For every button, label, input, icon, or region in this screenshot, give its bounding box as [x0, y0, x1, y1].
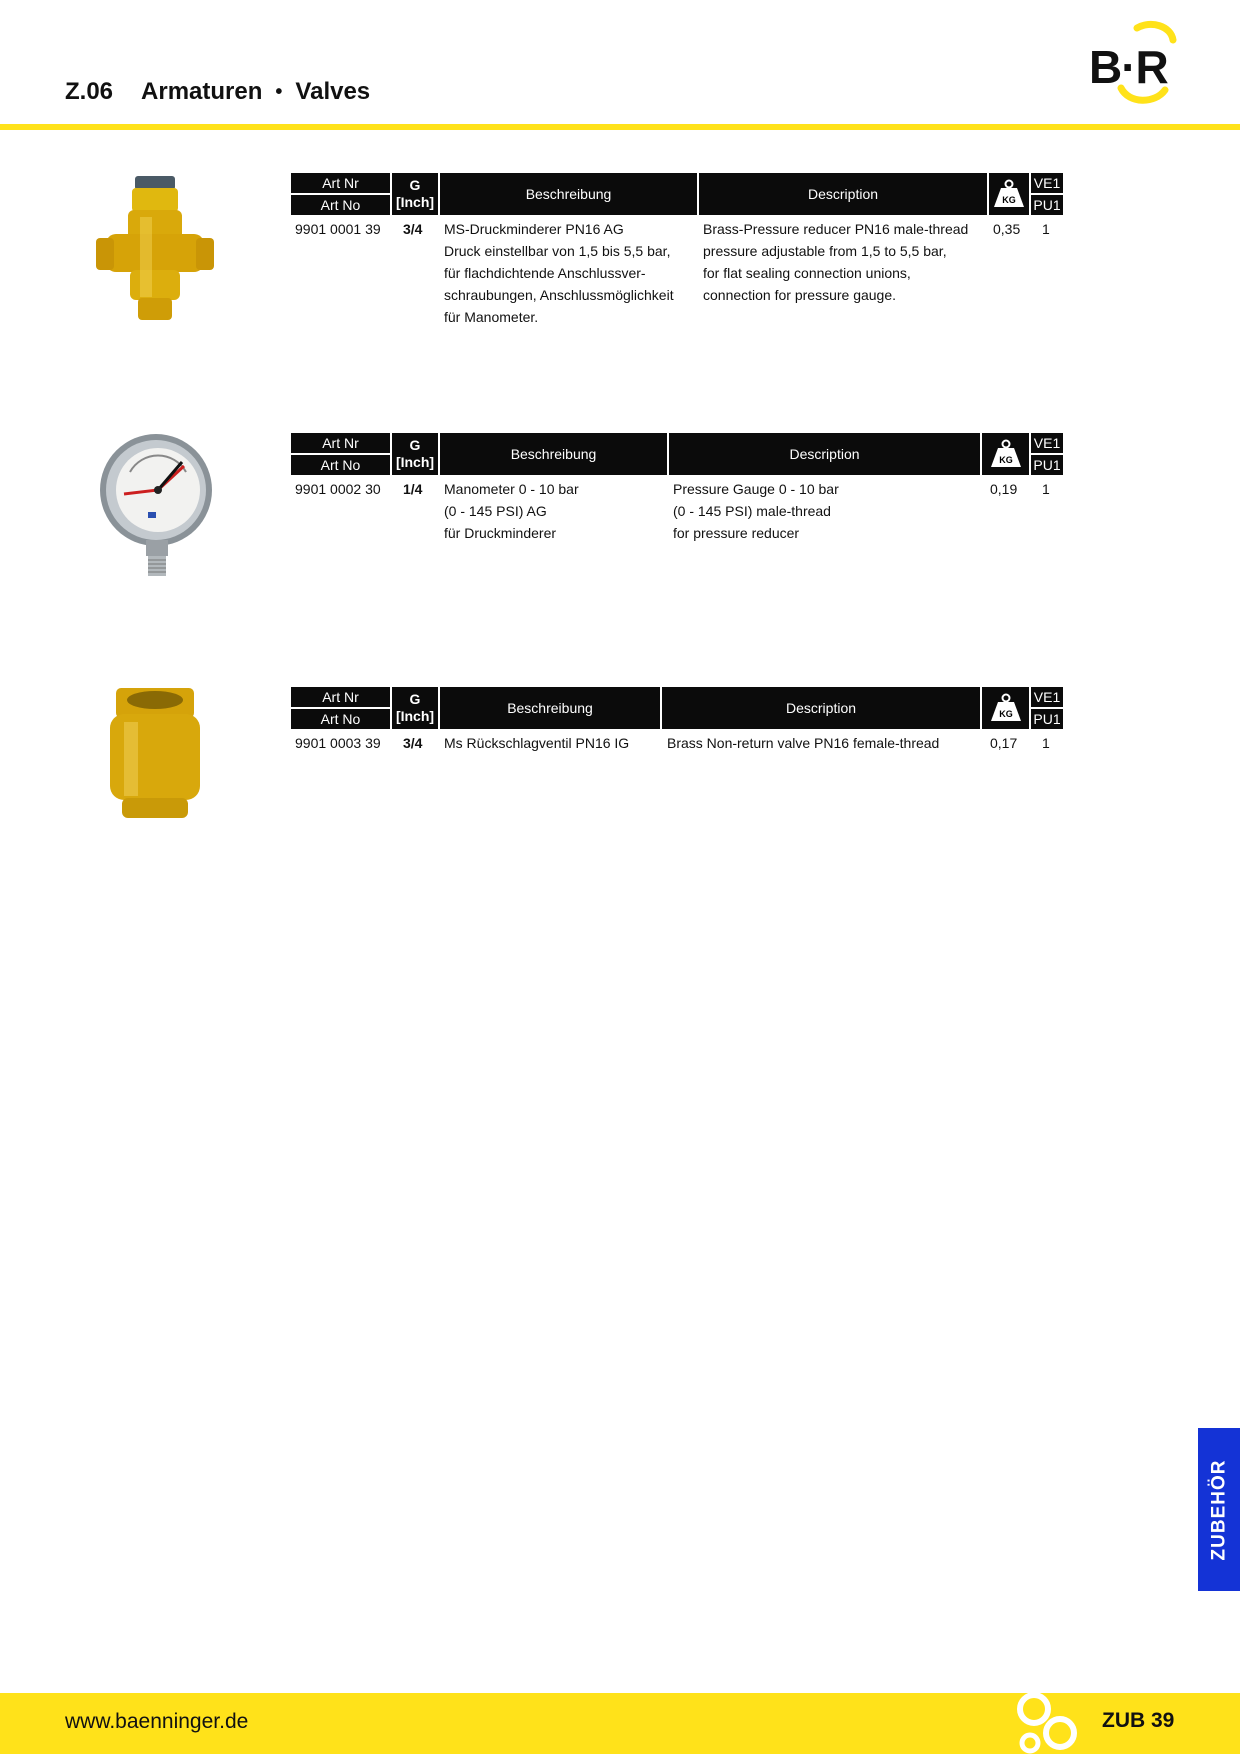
col-inch-label: [Inch] — [395, 454, 435, 470]
page-number: ZUB 39 — [1102, 1709, 1175, 1732]
category-tab-label: ZUBEHÖR — [1208, 1459, 1230, 1560]
kg-label: KG — [1002, 195, 1016, 205]
col-art-no: Art No — [291, 455, 390, 475]
col-g — [392, 433, 438, 475]
col-inch-label: [Inch] — [395, 194, 435, 210]
col-ve1: VE1 — [1031, 173, 1063, 193]
col-weight — [989, 173, 1029, 215]
packing-unit: 1 — [1042, 221, 1050, 237]
col-g-label: G — [409, 691, 421, 707]
col-art-no: Art No — [291, 195, 390, 215]
col-ve1: VE1 — [1031, 687, 1063, 707]
title-en: Valves — [295, 78, 371, 105]
col-pu1: PU1 — [1031, 709, 1063, 729]
col-g-label: G — [409, 177, 421, 193]
kg-weight-icon — [989, 693, 1023, 723]
col-description: Description — [662, 687, 980, 729]
thread-size: 3/4 — [403, 735, 423, 751]
beschreibung-line: für Druckminderer — [444, 525, 557, 541]
pressure-reducer-icon — [90, 172, 220, 332]
col-art-no: Art No — [291, 709, 390, 729]
art-number: 9901 0003 39 — [295, 735, 381, 751]
description-text — [673, 478, 839, 544]
beschreibung-line: für flachdichtende Anschlussver- — [444, 265, 646, 281]
beschreibung-text — [444, 218, 674, 328]
weight-value: 0,17 — [990, 735, 1018, 751]
kg-label: KG — [998, 709, 1013, 719]
description-line: connection for pressure gauge. — [703, 287, 897, 303]
weight-value: 0,35 — [993, 221, 1021, 237]
col-pu1: PU1 — [1031, 455, 1063, 475]
col-weight — [982, 687, 1029, 729]
col-inch-label: [Inch] — [395, 708, 435, 724]
col-g — [392, 173, 438, 215]
thread-size: 3/4 — [403, 221, 423, 237]
weight-value: 0,19 — [990, 481, 1018, 497]
description-text — [667, 732, 939, 754]
page-title — [65, 78, 370, 106]
beschreibung-text — [444, 732, 629, 754]
col-beschreibung: Beschreibung — [440, 433, 667, 475]
art-number: 9901 0001 39 — [295, 221, 381, 237]
packing-unit: 1 — [1042, 735, 1050, 751]
category-tab-zubehoer[interactable] — [1198, 1428, 1240, 1591]
col-beschreibung: Beschreibung — [440, 687, 660, 729]
title-de: Armaturen — [141, 78, 263, 105]
footer-pattern-icon — [1012, 1693, 1082, 1754]
beschreibung-line: Druck einstellbar von 1,5 bis 5,5 bar, — [444, 243, 671, 259]
description-line: Pressure Gauge 0 - 10 bar — [673, 481, 839, 497]
header-rule — [0, 124, 1240, 130]
beschreibung-line: Ms Rückschlagventil PN16 IG — [444, 735, 630, 751]
beschreibung-line: für Manometer. — [444, 309, 539, 325]
beschreibung-text — [444, 478, 579, 544]
br-logo — [1085, 18, 1180, 106]
col-g — [392, 687, 438, 729]
pressure-gauge-icon — [90, 432, 220, 592]
beschreibung-line: MS-Druckminderer PN16 AG — [444, 221, 624, 237]
logo-text: B·R — [1089, 41, 1168, 93]
title-separator: • — [275, 80, 283, 103]
art-number: 9901 0002 30 — [295, 481, 381, 497]
footer-url-link[interactable]: www.baenninger.de — [65, 1710, 249, 1733]
description-line: pressure adjustable from 1,5 to 5,5 bar, — [703, 243, 947, 259]
description-line: (0 - 145 PSI) male-thread — [673, 503, 831, 519]
beschreibung-line: Manometer 0 - 10 bar — [444, 481, 579, 497]
description-line: for flat sealing connection unions, — [703, 265, 911, 281]
col-g-label: G — [409, 437, 421, 453]
col-weight — [982, 433, 1029, 475]
col-description: Description — [699, 173, 987, 215]
col-ve1: VE1 — [1031, 433, 1063, 453]
non-return-valve-icon — [90, 686, 220, 846]
description-line: for pressure reducer — [673, 525, 800, 541]
beschreibung-line: schraubungen, Anschlussmöglichkeit — [444, 287, 674, 303]
kg-weight-icon — [989, 439, 1023, 469]
packing-unit: 1 — [1042, 481, 1050, 497]
section-code: Z.06 — [65, 78, 114, 105]
col-beschreibung: Beschreibung — [440, 173, 697, 215]
beschreibung-line: (0 - 145 PSI) AG — [444, 503, 547, 519]
col-art-nr: Art Nr — [291, 173, 390, 193]
description-line: Brass Non-return valve PN16 female-thread — [667, 735, 940, 751]
col-art-nr: Art Nr — [291, 687, 390, 707]
description-line: Brass-Pressure reducer PN16 male-thread — [703, 221, 969, 237]
thread-size: 1/4 — [403, 481, 423, 497]
col-art-nr: Art Nr — [291, 433, 390, 453]
kg-label: KG — [998, 455, 1013, 465]
kg-weight-icon — [992, 179, 1026, 209]
description-text — [703, 218, 968, 306]
col-description: Description — [669, 433, 980, 475]
col-pu1: PU1 — [1031, 195, 1063, 215]
